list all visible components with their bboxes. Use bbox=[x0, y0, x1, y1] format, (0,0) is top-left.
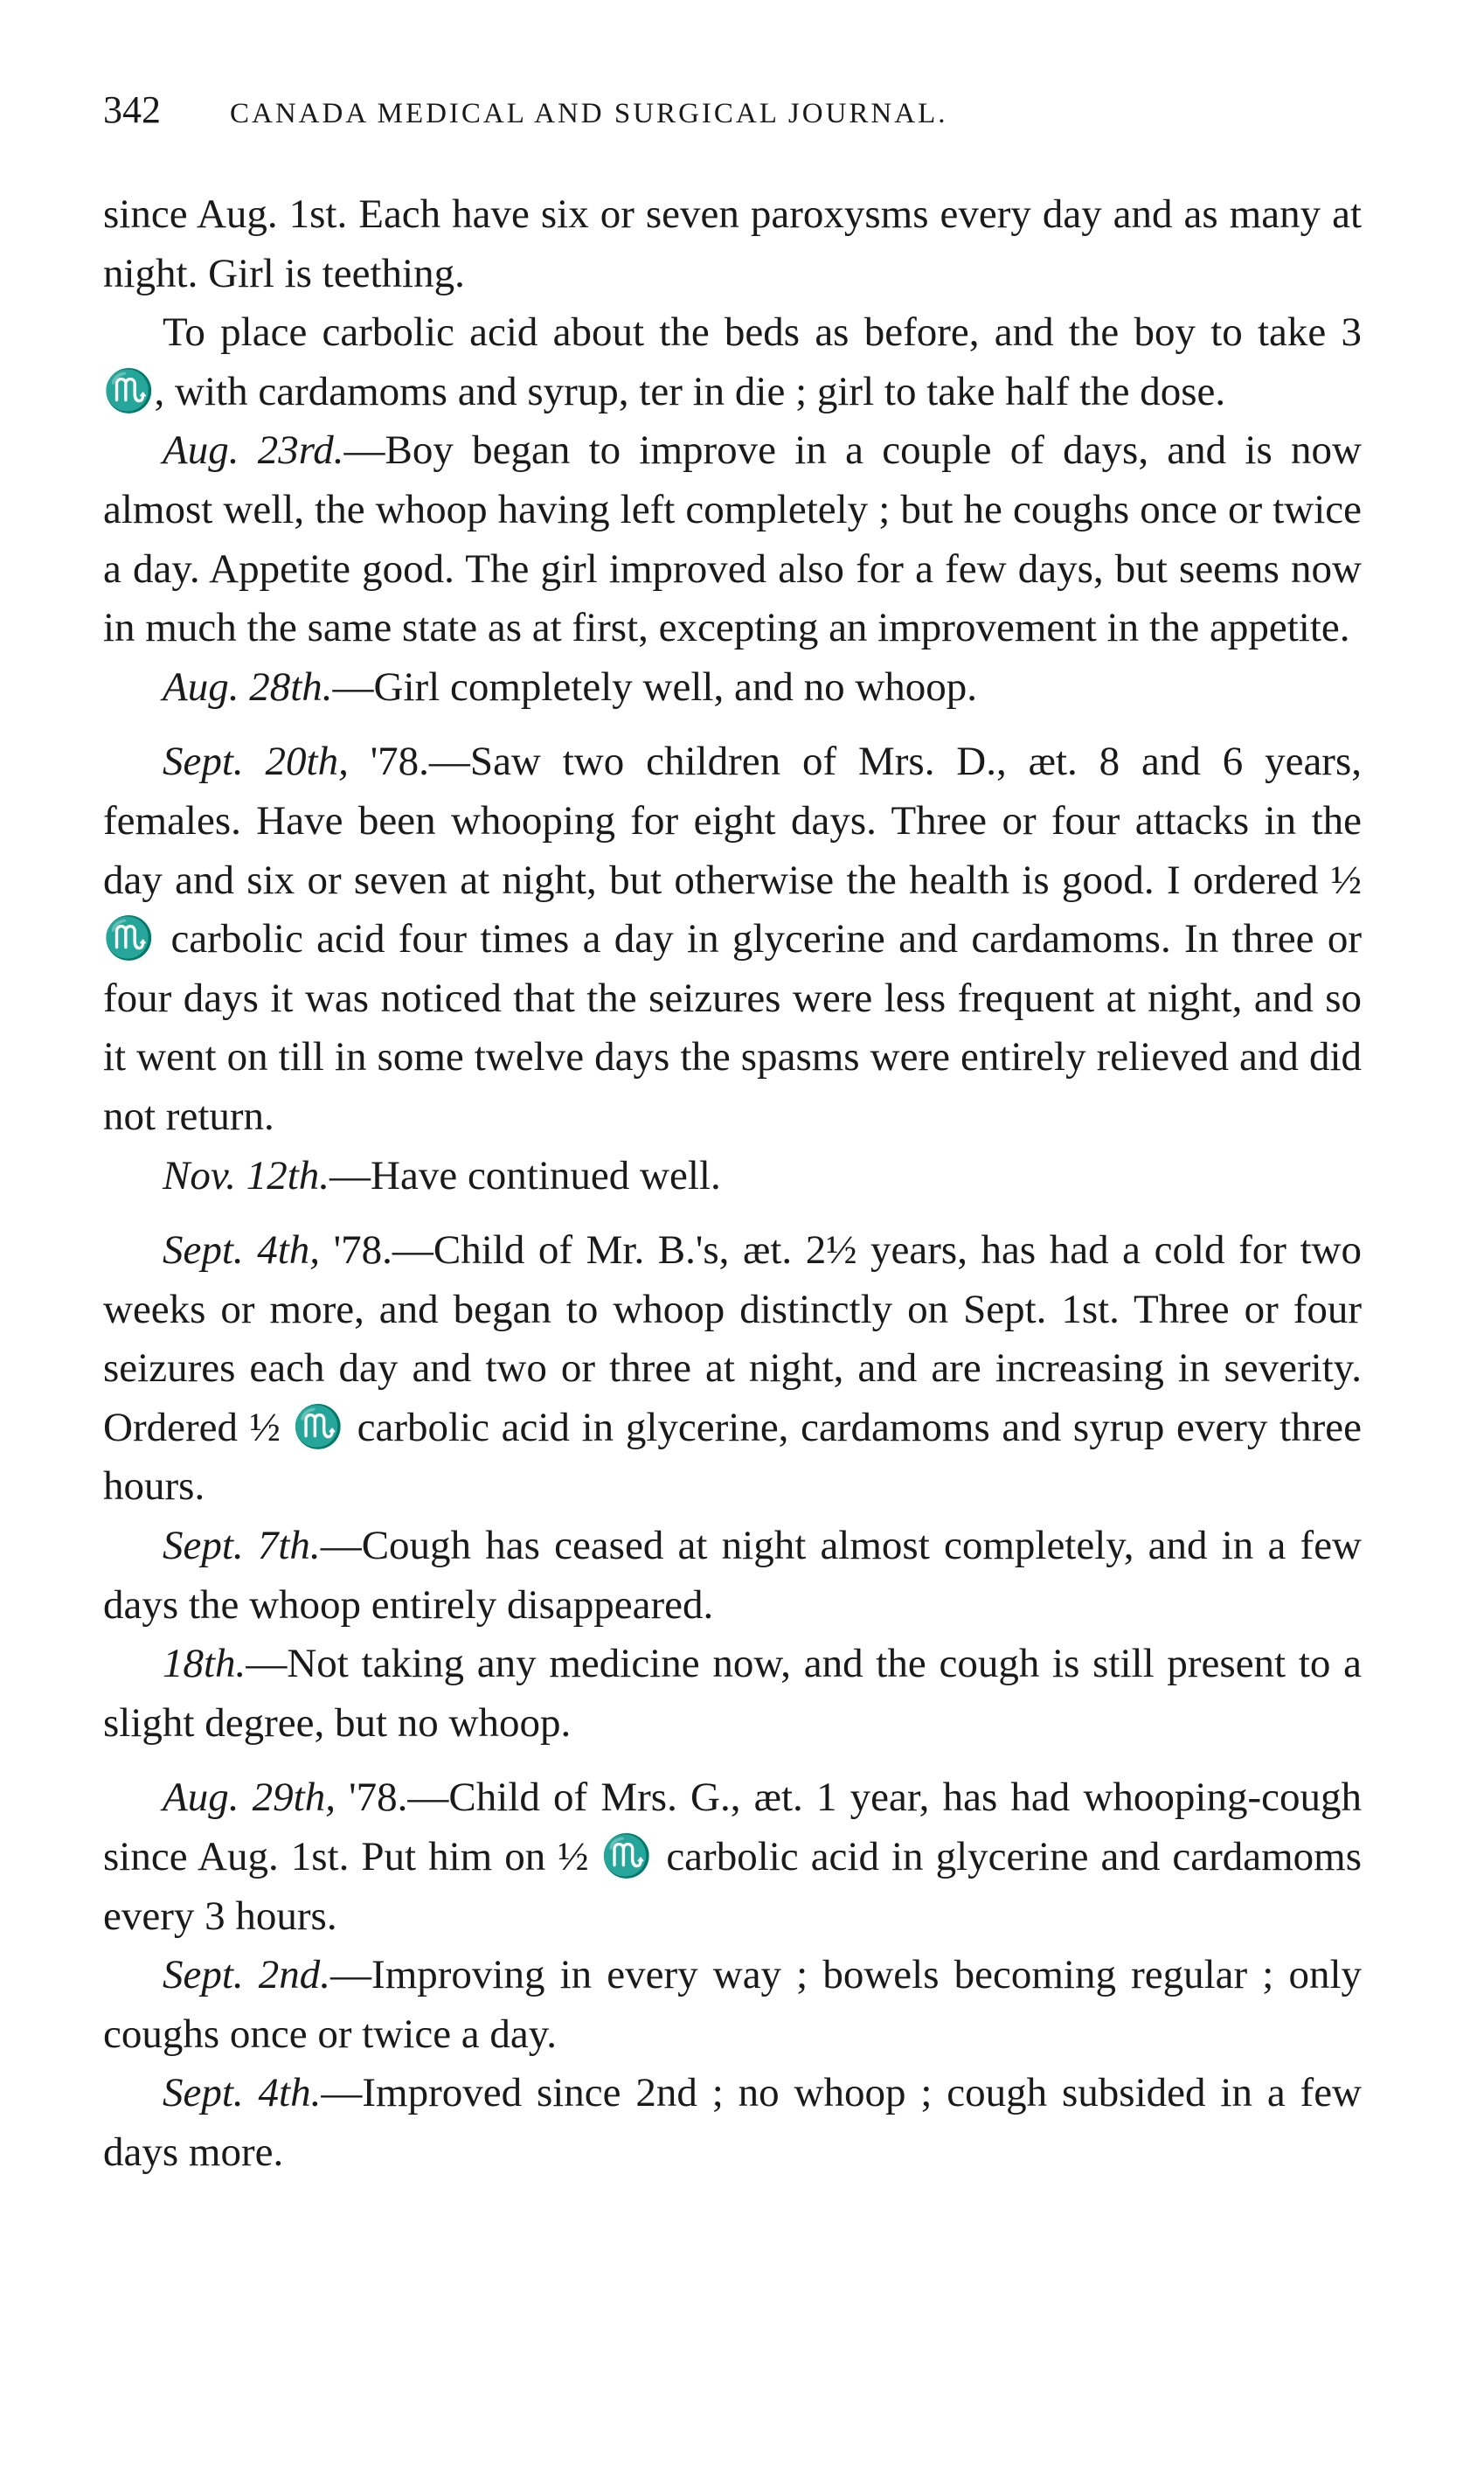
entry-text: —Not taking any medicine now, and the cough is still present to a slight degree, but no whoop. bbox=[103, 1641, 1362, 1746]
entry-sept-4 bbox=[103, 2064, 1362, 2182]
entry-date: Aug. 23rd. bbox=[163, 427, 344, 474]
entry-sept-2 bbox=[103, 1946, 1362, 2064]
entry-text: '78.—Child of Mr. B.'s, æt. 2½ years, has had a cold for two weeks or more, and began to whoop distinctly on Sept. 1st. Three or four seizures each day and two or three at night, and are increasing in severity. Ordered ½ ♏ carbolic acid in glycerine, cardamoms and syrup every three hours. bbox=[103, 1227, 1362, 1510]
entry-aug-28 bbox=[103, 658, 1362, 718]
paragraph-continuation: since Aug. 1st. Each have six or seven paroxysms every day and as many at night. Girl is teething. bbox=[103, 191, 1362, 296]
case-mr-b bbox=[103, 1221, 1362, 1517]
case-mrs-d bbox=[103, 733, 1362, 1146]
entry-text: —Cough has ceased at night almost completely, and in a few days the whoop entirely disappeared. bbox=[103, 1523, 1363, 1628]
case-mrs-g bbox=[103, 1768, 1362, 1946]
page-number: 342 bbox=[103, 88, 161, 131]
page-header bbox=[103, 87, 1362, 149]
entry-text: —Improving in every way ; bowels becoming regular ; only coughs once or twice a day. bbox=[103, 1952, 1363, 2057]
entry-date: Sept. 4th, bbox=[163, 1227, 321, 1274]
entry-date: 18th. bbox=[163, 1641, 246, 1687]
entry-date: Sept. 20th, bbox=[163, 739, 349, 785]
running-title: CANADA MEDICAL AND SURGICAL JOURNAL. bbox=[230, 98, 948, 129]
entry-sept-7 bbox=[103, 1517, 1362, 1635]
entry-date: Sept. 2nd. bbox=[163, 1952, 331, 1998]
paragraph-treatment: To place carbolic acid about the beds as before, and the boy to take 3 ♏, with cardamoms and syrup, ter in die ; girl to take half the dose. bbox=[103, 309, 1362, 414]
entry-18th bbox=[103, 1635, 1362, 1753]
journal-page bbox=[103, 87, 1362, 2183]
entry-text: '78.—Saw two children of Mrs. D., æt. 8 and 6 years, females. Have been whooping for eight days. Three or four attacks in the day and six or seven at night, but otherwise the health is good. I ordered ½ ♏ carbolic acid four times a day in glycerine and cardamoms. In three or four days it was noticed that the seizures were less frequent at night, and so it went on till in some twelve days the spasms were entirely relieved and did not return. bbox=[103, 739, 1362, 1139]
entry-text: —Boy began to improve in a couple of days, and is now almost well, the whoop having left completely ; but he coughs once or twice a day. Appetite good. The girl improved also for a few days, but seems now in much the same state as at first, excepting an improvement in the appetite. bbox=[103, 427, 1362, 651]
entry-nov-12 bbox=[103, 1147, 1362, 1206]
entry-text: —Improved since 2nd ; no whoop ; cough subsided in a few days more. bbox=[103, 2070, 1362, 2175]
entry-date: Nov. 12th. bbox=[163, 1152, 330, 1198]
article-body bbox=[103, 185, 1362, 2183]
entry-text: —Girl completely well, and no whoop. bbox=[332, 663, 978, 710]
entry-text: —Have continued well. bbox=[329, 1152, 721, 1198]
entry-date: Sept. 7th. bbox=[163, 1523, 321, 1569]
entry-date: Aug. 28th. bbox=[163, 663, 333, 710]
entry-date: Sept. 4th. bbox=[163, 2070, 322, 2116]
entry-text: '78.—Child of Mrs. G., æt. 1 year, has had whooping-cough since Aug. 1st. Put him on ½ ♏ carbolic acid in glycerine and cardamoms every 3 hours. bbox=[103, 1775, 1362, 1939]
entry-aug-23 bbox=[103, 421, 1362, 657]
entry-date: Aug. 29th, bbox=[163, 1775, 336, 1821]
